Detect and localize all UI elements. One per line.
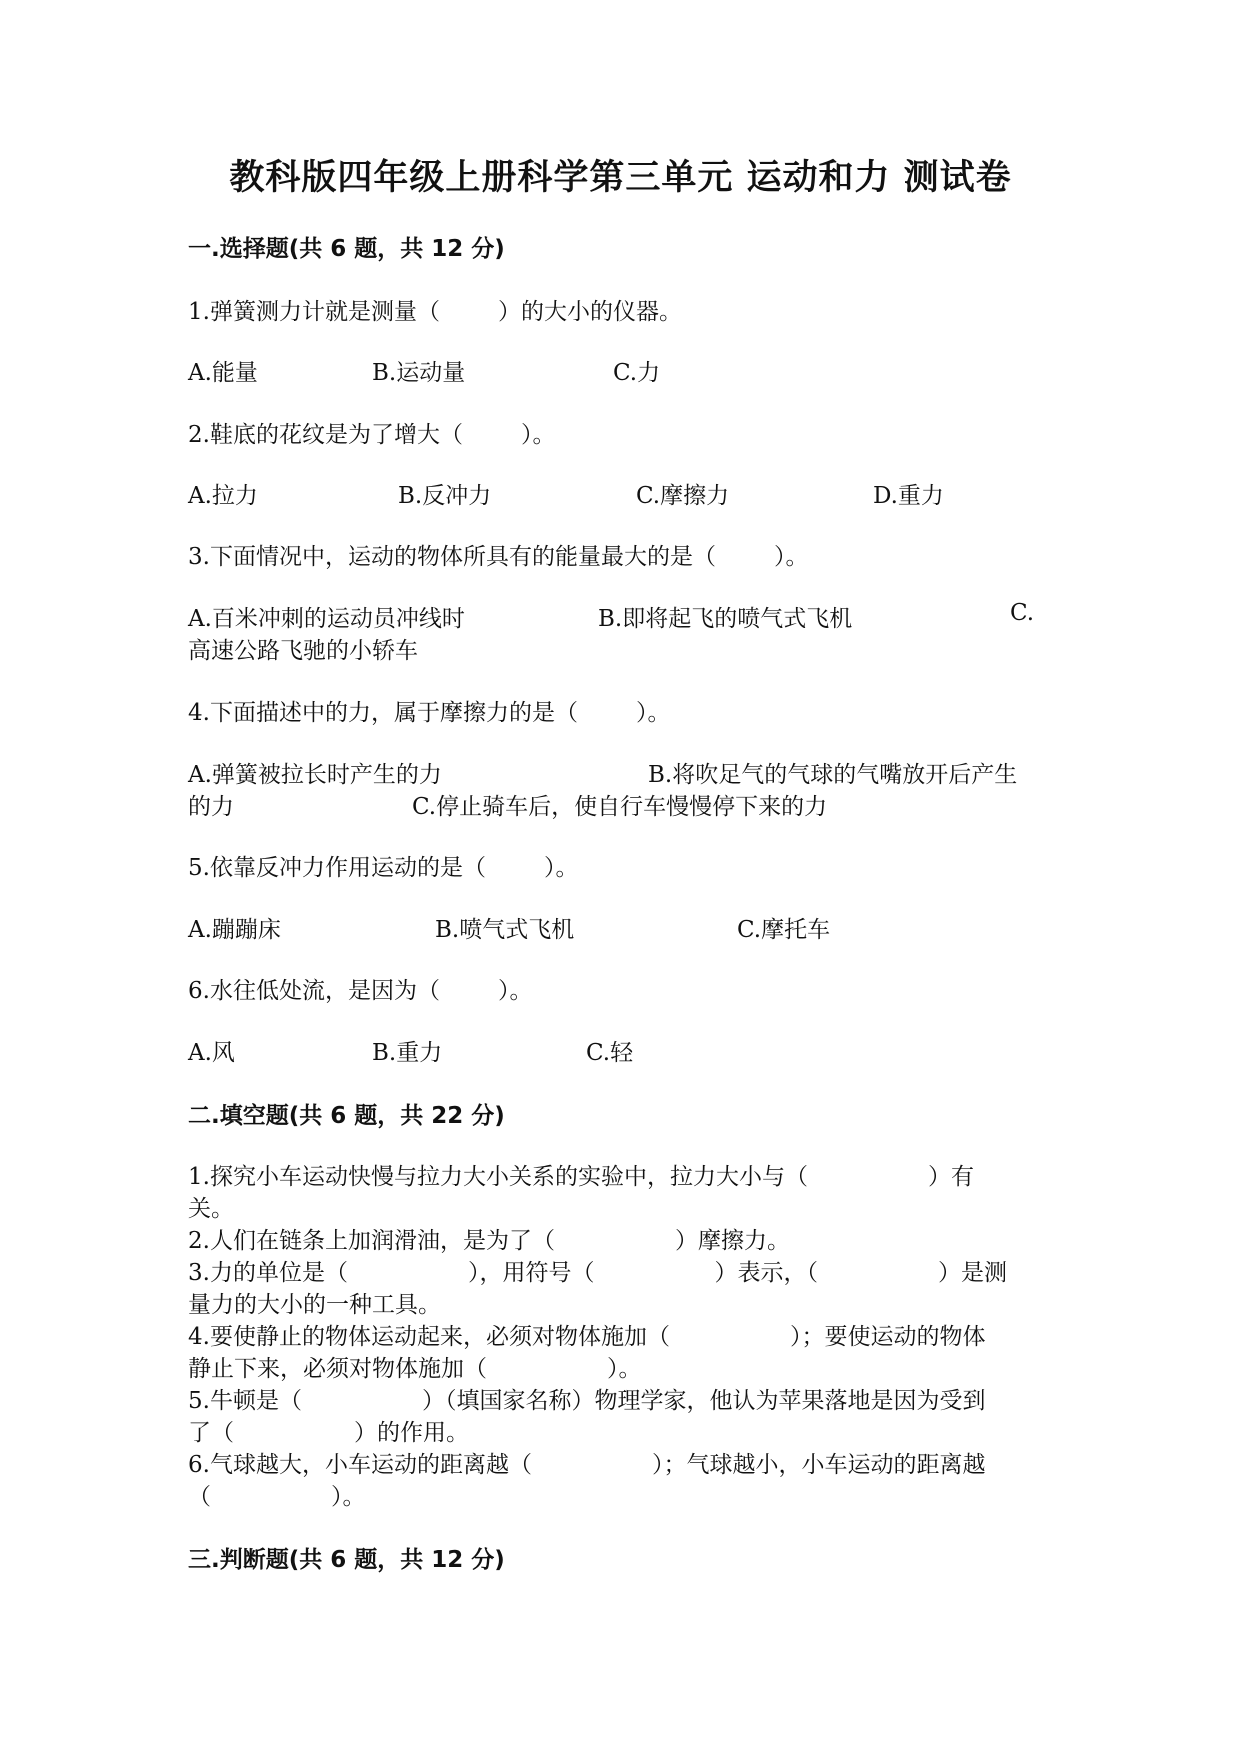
fill-6-text-a: 6.气球越大，小车运动的距离越（ (188, 1452, 532, 1478)
fill-question-6 (188, 1446, 985, 1479)
question-3-option-c[interactable]: C. (1010, 600, 1035, 626)
fill-question-1 (188, 1158, 974, 1191)
question-6-option-b[interactable]: B.重力 (372, 1040, 443, 1066)
fill-3-text-c: ）表示，（ (714, 1260, 818, 1286)
fill-3-text-d: ）是测 (937, 1260, 1007, 1286)
fill-3-text-b: ），用符号（ (467, 1260, 595, 1286)
question-1-stem-end: ）的大小的仪器。 (497, 299, 682, 325)
question-4-stem-end: ）。 (635, 700, 671, 726)
question-3-option-a[interactable]: A.百米冲刺的运动员冲线时 (188, 606, 465, 632)
question-2-option-b[interactable]: B.反冲力 (398, 483, 492, 509)
fill-question-3-continued: 量力的大小的一种工具。 (188, 1292, 441, 1318)
question-5-stem-start: 5.依靠反冲力作用运动的是（ (188, 855, 486, 881)
question-2-option-a[interactable]: A.拉力 (188, 483, 258, 509)
question-4 (188, 694, 670, 727)
question-3-option-b[interactable]: B.即将起飞的喷气式飞机 (598, 606, 853, 632)
question-5-option-b[interactable]: B.喷气式飞机 (435, 917, 575, 943)
question-1-option-a[interactable]: A.能量 (188, 360, 258, 386)
fill-question-4-continued (188, 1350, 642, 1383)
question-3-option-c-text[interactable]: 高速公路飞驰的小轿车 (188, 638, 418, 664)
section-heading-judgement: 三.判断题(共 6 题，共 12 分) (188, 1547, 505, 1573)
fill-6-text-c: （ (188, 1484, 211, 1510)
question-3-stem-start: 3.下面情况中，运动的物体所具有的能量最大的是（ (188, 544, 716, 570)
question-3-stem-end: ）。 (773, 544, 809, 570)
fill-5-text-a: 5.牛顿是（ (188, 1388, 302, 1414)
fill-question-2 (188, 1222, 790, 1255)
question-2-option-c[interactable]: C.摩擦力 (636, 483, 730, 509)
fill-1-text-a: 1.探究小车运动快慢与拉力大小关系的实验中，拉力大小与（ (188, 1164, 808, 1190)
section-heading-choice: 一.选择题(共 6 题，共 12 分) (188, 236, 505, 262)
question-5-stem-end: ）。 (543, 855, 579, 881)
fill-3-text-a: 3.力的单位是（ (188, 1260, 348, 1286)
question-4-stem-start: 4.下面描述中的力，属于摩擦力的是（ (188, 700, 578, 726)
question-5-option-a[interactable]: A.蹦蹦床 (188, 917, 281, 943)
fill-2-text-b: ）摩擦力。 (674, 1228, 790, 1254)
fill-5-text-b: ）（填国家名称）物理学家，他认为苹果落地是因为受到 (421, 1388, 986, 1414)
fill-question-3 (188, 1254, 1007, 1287)
fill-2-text-a: 2.人们在链条上加润滑油，是为了（ (188, 1228, 555, 1254)
fill-6-text-d: ）。 (331, 1484, 366, 1510)
fill-6-text-b: ）；气球越小，小车运动的距离越 (651, 1452, 986, 1478)
fill-question-4 (188, 1318, 985, 1351)
fill-question-6-continued (188, 1478, 366, 1511)
fill-5-text-d: ）的作用。 (354, 1420, 469, 1446)
question-1-option-c[interactable]: C.力 (613, 360, 661, 386)
question-1 (188, 293, 682, 326)
question-2-stem-end: ）。 (520, 422, 556, 448)
fill-4-text-b: ）；要使运动的物体 (789, 1324, 986, 1350)
question-2-option-d[interactable]: D.重力 (873, 483, 944, 509)
fill-5-text-c: 了（ (188, 1420, 234, 1446)
question-5 (188, 849, 578, 882)
fill-1-text-b: ）有 (927, 1164, 974, 1190)
question-6-stem-end: ）。 (497, 978, 533, 1004)
fill-question-5-continued (188, 1414, 469, 1447)
question-1-stem-start: 1.弹簧测力计就是测量（ (188, 299, 440, 325)
question-2-stem-start: 2.鞋底的花纹是为了增大（ (188, 422, 463, 448)
fill-4-text-d: ）。 (607, 1356, 642, 1382)
question-4-option-a[interactable]: A.弹簧被拉长时产生的力 (188, 762, 442, 788)
question-1-option-b[interactable]: B.运动量 (372, 360, 466, 386)
question-5-option-c[interactable]: C.摩托车 (737, 917, 831, 943)
question-6-option-c[interactable]: C.轻 (586, 1040, 634, 1066)
fill-4-text-a: 4.要使静止的物体运动起来，必须对物体施加（ (188, 1324, 670, 1350)
question-6-option-a[interactable]: A.风 (188, 1040, 235, 1066)
question-6 (188, 972, 532, 1005)
fill-4-text-c: 静止下来，必须对物体施加（ (188, 1356, 487, 1382)
question-6-stem-start: 6.水往低处流，是因为（ (188, 978, 440, 1004)
question-4-option-b-continued[interactable]: 的力 (188, 794, 234, 820)
question-2 (188, 416, 555, 449)
question-4-option-c[interactable]: C.停止骑车后，使自行车慢慢停下来的力 (412, 794, 828, 820)
fill-question-5 (188, 1382, 985, 1415)
page-title: 教科版四年级上册科学第三单元 运动和力 测试卷 (229, 158, 1012, 198)
section-heading-fill: 二.填空题(共 6 题，共 22 分) (188, 1103, 505, 1129)
question-3 (188, 538, 808, 571)
question-4-option-b[interactable]: B.将吹足气的气球的气嘴放开后产生 (648, 762, 1018, 788)
fill-question-1-continued: 关。 (188, 1196, 234, 1222)
